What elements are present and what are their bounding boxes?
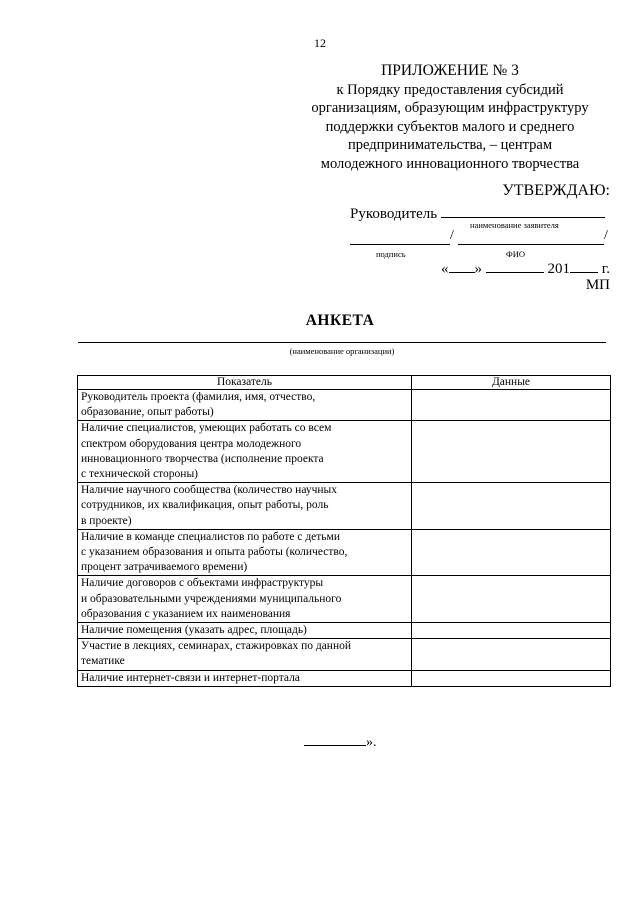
appendix-line: к Порядку предоставления субсидий	[336, 81, 564, 98]
year-suffix: г.	[601, 261, 610, 277]
indicator-cell: Участие в лекциях, семинарах, стажировках по данной тематике	[78, 639, 412, 670]
column-header-data: Данные	[412, 376, 611, 390]
indicator-cell: Наличие интернет-связи и интернет-портала	[78, 670, 412, 686]
indicator-cell: Наличие договоров с объектами инфраструктуры и образовательными учреждениями муниципального образования с указанием их наименования	[78, 576, 412, 623]
date-close-quote: »	[474, 261, 483, 277]
page-number: 12	[314, 36, 326, 50]
organization-name-line	[78, 342, 606, 343]
table-row	[78, 529, 611, 576]
date-open-quote: «	[441, 261, 449, 277]
appendix-header	[290, 62, 610, 173]
table-row	[78, 639, 611, 670]
appendix-line: поддержки субъектов малого и среднего	[325, 118, 575, 135]
table-row	[78, 483, 611, 530]
appendix-line: организациям, образующим инфраструктуру	[311, 100, 589, 116]
data-cell[interactable]	[412, 421, 611, 483]
data-cell[interactable]	[412, 390, 611, 421]
table-row	[78, 670, 611, 686]
data-cell[interactable]	[412, 529, 611, 576]
column-header-indicator: Показатель	[78, 376, 412, 390]
month-line	[486, 260, 544, 273]
appendix-title: ПРИЛОЖЕНИЕ № 3	[381, 62, 519, 79]
indicator-cell: Наличие специалистов, умеющих работать со всем спектром оборудования центра молодежного инновационного творчества (исполнение проекта с технической стороны)	[78, 421, 412, 483]
date-row	[441, 260, 610, 278]
data-cell[interactable]	[412, 639, 611, 670]
manager-name-line	[441, 203, 605, 218]
closing-blank-line	[304, 733, 366, 746]
signature-slash-right: /	[604, 228, 608, 243]
closing-text: ».	[366, 735, 377, 750]
data-cell[interactable]	[412, 576, 611, 623]
year-prefix: 201	[547, 261, 571, 277]
table-row	[78, 576, 611, 623]
signature-slash-left: /	[450, 228, 454, 243]
data-cell[interactable]	[412, 483, 611, 530]
appendix-line: молодежного инновационного творчества	[320, 155, 580, 172]
table-row	[78, 421, 611, 483]
manager-label: Руководитель	[350, 206, 438, 222]
signature-caption: подпись	[376, 249, 406, 259]
table-row	[78, 390, 611, 421]
indicator-cell: Наличие в команде специалистов по работе с детьми с указанием образования и опыта работы (количество, процент затрачиваемого времени)	[78, 529, 412, 576]
manager-caption: наименование заявителя	[470, 220, 559, 230]
closing-line	[304, 733, 377, 751]
year-line	[570, 260, 598, 273]
data-cell[interactable]	[412, 670, 611, 686]
stamp-label: МП	[585, 277, 610, 293]
organization-caption: (наименование организации)	[289, 346, 395, 356]
indicator-cell: Наличие научного сообщества (количество научных сотрудников, их квалификация, опыт работы, роль в проекте)	[78, 483, 412, 530]
approve-label: УТВЕРЖДАЮ:	[502, 182, 610, 199]
survey-table	[77, 375, 611, 687]
indicator-cell: Наличие помещения (указать адрес, площадь)	[78, 623, 412, 639]
appendix-line: предпринимательства, – центрам	[348, 137, 552, 153]
day-line	[449, 260, 475, 273]
signature-line	[350, 244, 450, 245]
data-cell[interactable]	[412, 623, 611, 639]
form-heading: АНКЕТА	[305, 312, 375, 329]
indicator-cell: Руководитель проекта (фамилия, имя, отчество, образование, опыт работы)	[78, 390, 412, 421]
table-header-row	[78, 376, 611, 390]
table-row	[78, 623, 611, 639]
full-name-line	[458, 244, 604, 245]
name-caption: ФИО	[506, 249, 525, 259]
